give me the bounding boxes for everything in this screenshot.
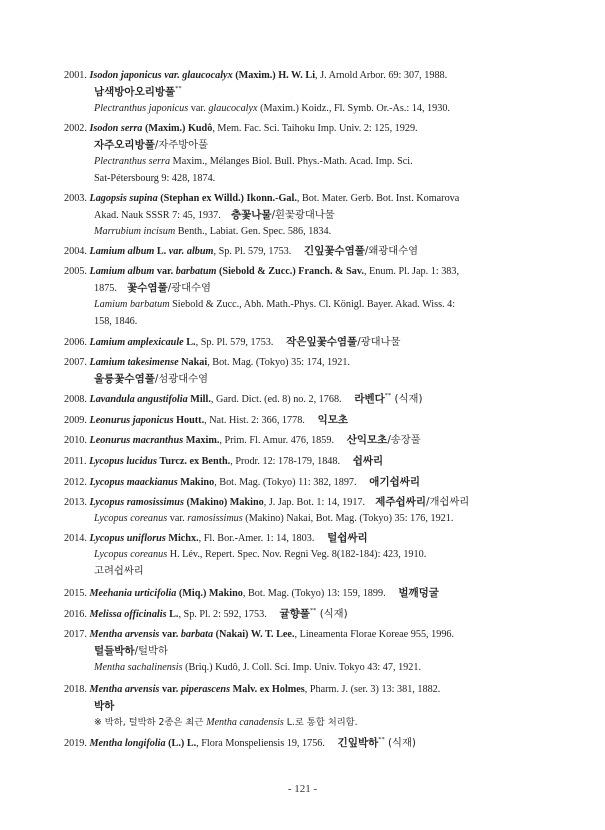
rank: var.: [159, 629, 181, 640]
korean-alt-name: /흰꽃광대나물: [271, 209, 335, 222]
rank: var.: [159, 684, 181, 695]
synonym: Lycopus coreanus H. Lév., Repert. Spec. Nov. Regni Veg. 8(182-184): 423, 1910.: [94, 549, 427, 561]
korean-alt-name: /섬광대수염: [154, 373, 209, 386]
scientific-name: Lamium album: [89, 266, 155, 277]
synonym: Mentha sachalinensis (Briq.) Kudô, J. Coll. Sci. Imp. Univ. Tokyo 43: 47, 1921.: [94, 662, 421, 674]
list-item: [64, 264, 534, 330]
korean-name: 털들박하: [94, 645, 135, 658]
scientific-name: Lycopus uniflorus: [89, 533, 166, 544]
list-item: [64, 432, 534, 449]
author: L.: [156, 246, 167, 257]
reference: , Bot. Mag. (Tokyo) 13: 159, 1899.: [242, 588, 386, 599]
korean-name: 긴잎꽃수염풀: [304, 245, 365, 257]
entry-number: 2015.: [64, 588, 87, 599]
scientific-name: Leonurus macranthus: [89, 435, 184, 446]
cultivated-mark: **: [309, 607, 317, 614]
reference: , Mem. Fac. Sci. Taihoku Imp. Univ. 2: 125, 1929.: [212, 123, 418, 134]
scientific-name: Lamium album: [89, 246, 155, 257]
list-item: [64, 453, 534, 470]
list-item: [64, 735, 534, 752]
korean-alt-name: /광대수염: [167, 282, 211, 295]
reference: , Sp. Pl. 579, 1753.: [213, 246, 292, 257]
scientific-name: Lycopus ramosissimus: [89, 497, 184, 508]
author: (Stephan ex Willd.) Ikonn.-Gal.: [160, 193, 297, 204]
reference: , Enum. Pl. Jap. 1: 383,: [363, 266, 460, 277]
reference: , Gard. Dict. (ed. 8) no. 2, 1768.: [210, 394, 342, 405]
entry-number: 2008.: [64, 394, 87, 405]
list-item: [64, 627, 534, 677]
author: Maxim.: [185, 435, 220, 446]
synonym: Lamium barbatum Siebold & Zucc., Abh. Math.-Phys. Cl. Königl. Bayer. Akad. Wiss. 4:: [94, 299, 456, 311]
author: (Maxim.) Kudô: [144, 123, 213, 134]
author: (Maxim.) H. W. Li: [235, 70, 316, 81]
list-item: [64, 391, 534, 408]
korean-alt-name: /왜광대수염: [364, 245, 419, 257]
entry-number: 2006.: [64, 337, 87, 348]
entry-number: 2002.: [64, 123, 87, 134]
note: ※ 박하, 털박하 2종은 최근 Mentha canadensis L.로 통합 처리함.: [94, 717, 358, 729]
list-item: [64, 243, 534, 260]
synonym-korean-name: 고려쉽싸리: [94, 565, 144, 578]
author: Makino: [180, 477, 215, 488]
synonym: Plectranthus japonicus var. glaucocalyx (Maxim.) Koidz., Fl. Symb. Or.-As.: 14, 1930.: [94, 103, 450, 115]
korean-name: 라벤다: [354, 393, 385, 405]
author: Houtt.: [176, 415, 205, 426]
scientific-name: Isodon japonicus var. glaucocalyx: [89, 70, 233, 81]
variety-name: piperascens: [180, 684, 231, 695]
scientific-name: Lycopus maackianus: [89, 477, 178, 488]
list-item: [64, 412, 534, 429]
variety-name: var. album: [168, 246, 214, 257]
korean-name: 털쉽싸리: [327, 532, 368, 544]
author: L.: [169, 609, 179, 620]
rank: var.: [154, 266, 176, 277]
list-item: [64, 355, 534, 388]
author: Nakai: [181, 357, 208, 368]
reference: , Bot. Mater. Gerb. Bot. Inst. Komarova: [296, 193, 460, 204]
author: (Miq.) Makino: [178, 588, 243, 599]
scientific-name: Mentha longifolia: [89, 738, 166, 749]
korean-name: 산익모초: [346, 434, 388, 446]
page-number: - 121 -: [287, 783, 318, 795]
entry-number: 2005.: [64, 266, 87, 277]
reference: , Bot. Mag. (Tokyo) 11: 382, 1897.: [214, 477, 357, 488]
list-item: [64, 121, 534, 187]
scientific-name: Lavandula angustifolia: [89, 394, 188, 405]
reference: , Prim. Fl. Amur. 476, 1859.: [219, 435, 335, 446]
variety-name: barbata: [180, 629, 214, 640]
reference: , J. Arnold Arbor. 69: 307, 1988.: [315, 70, 448, 81]
author: (L.) L.: [168, 738, 197, 749]
author: (Siebold & Zucc.) Franch. & Sav.: [219, 266, 364, 277]
reference: , Lineamenta Florae Koreae 955, 1996.: [294, 629, 455, 640]
entry-number: 2012.: [64, 477, 87, 488]
author: L.: [186, 337, 196, 348]
cultivation-note: (식재): [391, 393, 423, 405]
scientific-name: Lamium amplexicaule: [89, 337, 184, 348]
korean-name: 울릉꽃수염풀: [94, 373, 155, 386]
reference: , Prodr. 12: 178-179, 1848.: [230, 456, 341, 467]
korean-name: 꽃수염풀: [127, 282, 168, 295]
entry-number: 2003.: [64, 193, 87, 204]
list-item: [64, 682, 534, 732]
reference-cont: 1875.: [94, 283, 117, 295]
cultivated-mark: **: [378, 736, 385, 743]
korean-name: 자주오리방풀: [94, 139, 155, 152]
korean-alt-name: /개쉽싸리: [425, 496, 470, 508]
reference: , Sp. Pl. 2: 592, 1753.: [178, 609, 267, 620]
scientific-name: Melissa officinalis: [89, 609, 167, 620]
entry-number: 2001.: [64, 70, 87, 81]
scientific-name: Lycopus lucidus: [89, 456, 157, 467]
list-item: [64, 530, 534, 580]
synonym: Lycopus coreanus var. ramosissimus (Makino) Nakai, Bot. Mag. (Tokyo) 35: 176, 1921.: [94, 513, 454, 525]
korean-alt-name: /털박하: [134, 645, 168, 658]
author: (Nakai) W. T. Lee.: [215, 629, 295, 640]
entry-number: 2017.: [64, 629, 87, 640]
entry-number: 2007.: [64, 357, 87, 368]
cultivated-mark: **: [175, 85, 182, 93]
korean-alt-name: /광대나물: [357, 336, 401, 348]
entry-number: 2013.: [64, 497, 87, 508]
entry-number: 2010.: [64, 435, 87, 446]
author: Michx.: [168, 533, 199, 544]
cultivated-mark: **: [384, 392, 392, 399]
synonym: Marrubium incisum Benth., Labiat. Gen. Spec. 586, 1834.: [94, 226, 332, 238]
entry-number: 2018.: [64, 684, 87, 695]
synonym: Plectranthus serra Maxim., Mélanges Biol. Bull. Phys.-Math. Acad. Imp. Sci.: [94, 156, 413, 168]
korean-name: 익모초: [317, 414, 349, 426]
reference-cont: Akad. Nauk SSSR 7: 45, 1937.: [94, 210, 221, 222]
reference: , Nat. Hist. 2: 366, 1778.: [204, 415, 305, 426]
list-item: [64, 68, 534, 118]
author: Mill.: [190, 394, 211, 405]
author: Malv. ex Holmes: [232, 684, 305, 695]
synonym-cont: Sat-Pétersbourg 9: 428, 1874.: [94, 172, 216, 184]
cultivation-note: (식재): [384, 737, 416, 749]
korean-name: 제주쉽싸리: [375, 496, 426, 508]
korean-name: 귤향풀: [279, 608, 310, 620]
reference: , Fl. Bor.-Amer. 1: 14, 1803.: [198, 533, 315, 544]
scientific-name: Mentha arvensis: [89, 684, 160, 695]
synonym-cont: 158, 1846.: [94, 315, 138, 327]
entry-number: 2019.: [64, 738, 87, 749]
korean-name: 남색방아오리방풀: [94, 86, 176, 99]
list-item: [64, 474, 534, 491]
entry-number: 2004.: [64, 246, 87, 257]
scientific-name: Isodon serra: [89, 123, 143, 134]
reference: , Flora Monspeliensis 19, 1756.: [196, 738, 325, 749]
korean-alt-name: /자주방아풀: [154, 139, 209, 152]
reference: , Sp. Pl. 579, 1753.: [195, 337, 274, 348]
list-item: [64, 606, 534, 623]
entry-number: 2011.: [64, 456, 87, 467]
korean-name: 박하: [94, 700, 115, 713]
korean-name: 작은잎꽃수염풀: [286, 336, 358, 348]
reference: , J. Jap. Bot. 1: 14, 1917.: [263, 497, 366, 508]
author: (Makino) Makino: [186, 497, 264, 508]
entry-number: 2014.: [64, 533, 87, 544]
variety-name: barbatum: [175, 266, 217, 277]
korean-name: 층꽃나물: [230, 209, 272, 222]
korean-alt-name: /송장풀: [387, 434, 421, 446]
author: Turcz. ex Benth.: [159, 456, 231, 467]
reference: , Pharm. J. (ser. 3) 13: 381, 1882.: [304, 684, 441, 695]
scientific-name: Mentha arvensis: [89, 629, 160, 640]
korean-name: 쉽싸리: [352, 455, 384, 467]
entry-number: 2016.: [64, 609, 87, 620]
scientific-name: Meehania urticifolia: [89, 588, 177, 599]
list-item: [64, 494, 534, 527]
scientific-name: Leonurus japonicus: [89, 415, 174, 426]
korean-name: 애기쉽싸리: [369, 476, 421, 488]
korean-name: 긴잎박하: [337, 737, 379, 749]
list-item: [64, 334, 534, 351]
list-item: [64, 191, 534, 241]
cultivation-note: (식재): [316, 608, 348, 620]
scientific-name: Lagopsis supina: [89, 193, 158, 204]
reference: , Bot. Mag. (Tokyo) 35: 174, 1921.: [207, 357, 350, 368]
korean-name: 벌깨덩굴: [398, 587, 439, 599]
scientific-name: Lamium takesimense: [89, 357, 179, 368]
list-item: [64, 585, 534, 602]
entry-number: 2009.: [64, 415, 87, 426]
